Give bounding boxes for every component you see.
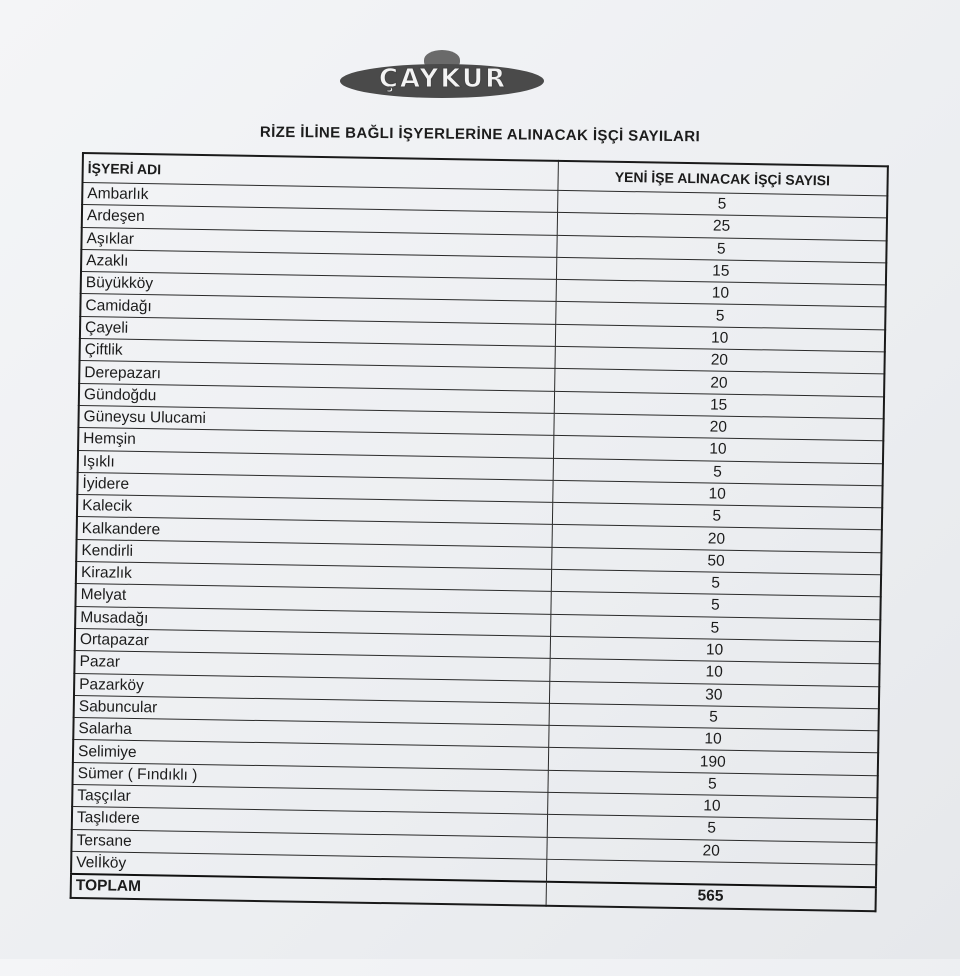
workplace-name: Velİköy — [71, 851, 546, 882]
worker-count: 15 — [554, 391, 884, 419]
workplace-name: Kendirli — [76, 539, 551, 569]
workplace-name: Işıklı — [78, 450, 553, 480]
worker-count: 10 — [556, 280, 886, 308]
worker-count: 5 — [553, 458, 883, 486]
workplace-name: Ardeşen — [82, 205, 557, 235]
workplace-name: İyidere — [77, 472, 552, 502]
worker-count: 5 — [550, 614, 880, 642]
total-label: TOPLAM — [71, 874, 546, 905]
worker-count: 15 — [556, 257, 886, 285]
document-title: RİZE İLİNE BAĞLI İŞYERLERİNE ALINACAK İŞÇİ SAYILARI — [259, 123, 701, 146]
workplace-name: Sümer ( Fındıklı ) — [73, 762, 548, 792]
worker-count: 5 — [549, 703, 879, 731]
workplace-name: Tersane — [71, 829, 546, 859]
caykur-logo — [338, 50, 548, 102]
worker-count: 10 — [549, 659, 879, 687]
workplace-name: Güneysu Ulucami — [78, 405, 553, 435]
worker-count: 5 — [552, 503, 882, 531]
workplace-name: Kalkandere — [77, 517, 552, 547]
workplace-name: Hemşin — [78, 428, 553, 458]
workplace-name: Aşıklar — [81, 227, 556, 257]
workplace-name: Gündoğdu — [79, 383, 554, 413]
worker-count: 5 — [550, 592, 880, 620]
workplace-name: Taşçılar — [72, 784, 547, 814]
workplace-name: Selimiye — [73, 740, 548, 770]
workplace-name: Kirazlık — [76, 562, 551, 592]
worker-count: 20 — [553, 413, 883, 441]
workplace-name: Ambarlık — [82, 183, 557, 213]
worker-count: 50 — [551, 547, 881, 575]
logo-text: ÇAYKUR — [378, 64, 508, 94]
worker-count-table-wrap — [69, 152, 917, 976]
workplace-name: Azaklı — [81, 249, 556, 279]
worker-count: 5 — [551, 569, 881, 597]
worker-count: 5 — [557, 190, 887, 218]
workplace-name: Büyükköy — [81, 272, 556, 302]
worker-count: 10 — [548, 725, 878, 753]
worker-count: 5 — [556, 235, 886, 263]
workplace-name: Melyat — [75, 584, 550, 614]
workplace-name: Taşlıdere — [72, 807, 547, 837]
workplace-name: Camidağı — [80, 294, 555, 324]
worker-count-table — [70, 152, 889, 912]
workplace-name: Derepazarı — [79, 361, 554, 391]
workplace-name: Kalecik — [77, 495, 552, 525]
worker-count: 25 — [557, 213, 887, 241]
total-count: 565 — [546, 882, 876, 911]
worker-count: 10 — [547, 792, 877, 820]
worker-count: 5 — [547, 770, 877, 798]
workplace-name: Musadağı — [75, 606, 550, 636]
workplace-name: Ortapazar — [75, 628, 550, 658]
workplace-name: Sabuncular — [74, 695, 549, 725]
worker-count: 20 — [554, 346, 884, 374]
worker-count: 20 — [552, 525, 882, 553]
worker-count: 5 — [555, 302, 885, 330]
worker-count: 5 — [547, 815, 877, 843]
worker-count: 20 — [554, 369, 884, 397]
worker-count: 10 — [550, 636, 880, 664]
workplace-name: Salarha — [73, 718, 548, 748]
header-workplace: İŞYERİ ADI — [82, 153, 557, 190]
workplace-name: Çayeli — [80, 316, 555, 346]
workplace-name: Pazarköy — [74, 673, 549, 703]
workplace-name: Pazar — [74, 651, 549, 681]
worker-count: 10 — [553, 436, 883, 464]
worker-count: 30 — [549, 681, 879, 709]
worker-count: 10 — [555, 324, 885, 352]
worker-count: 20 — [546, 837, 876, 865]
worker-count: 190 — [548, 748, 878, 776]
workplace-name: Çiftlik — [80, 339, 555, 369]
worker-count: 10 — [552, 480, 882, 508]
header-new-workers: YENİ İŞE ALINACAK İŞÇİ SAYISI — [557, 161, 887, 196]
